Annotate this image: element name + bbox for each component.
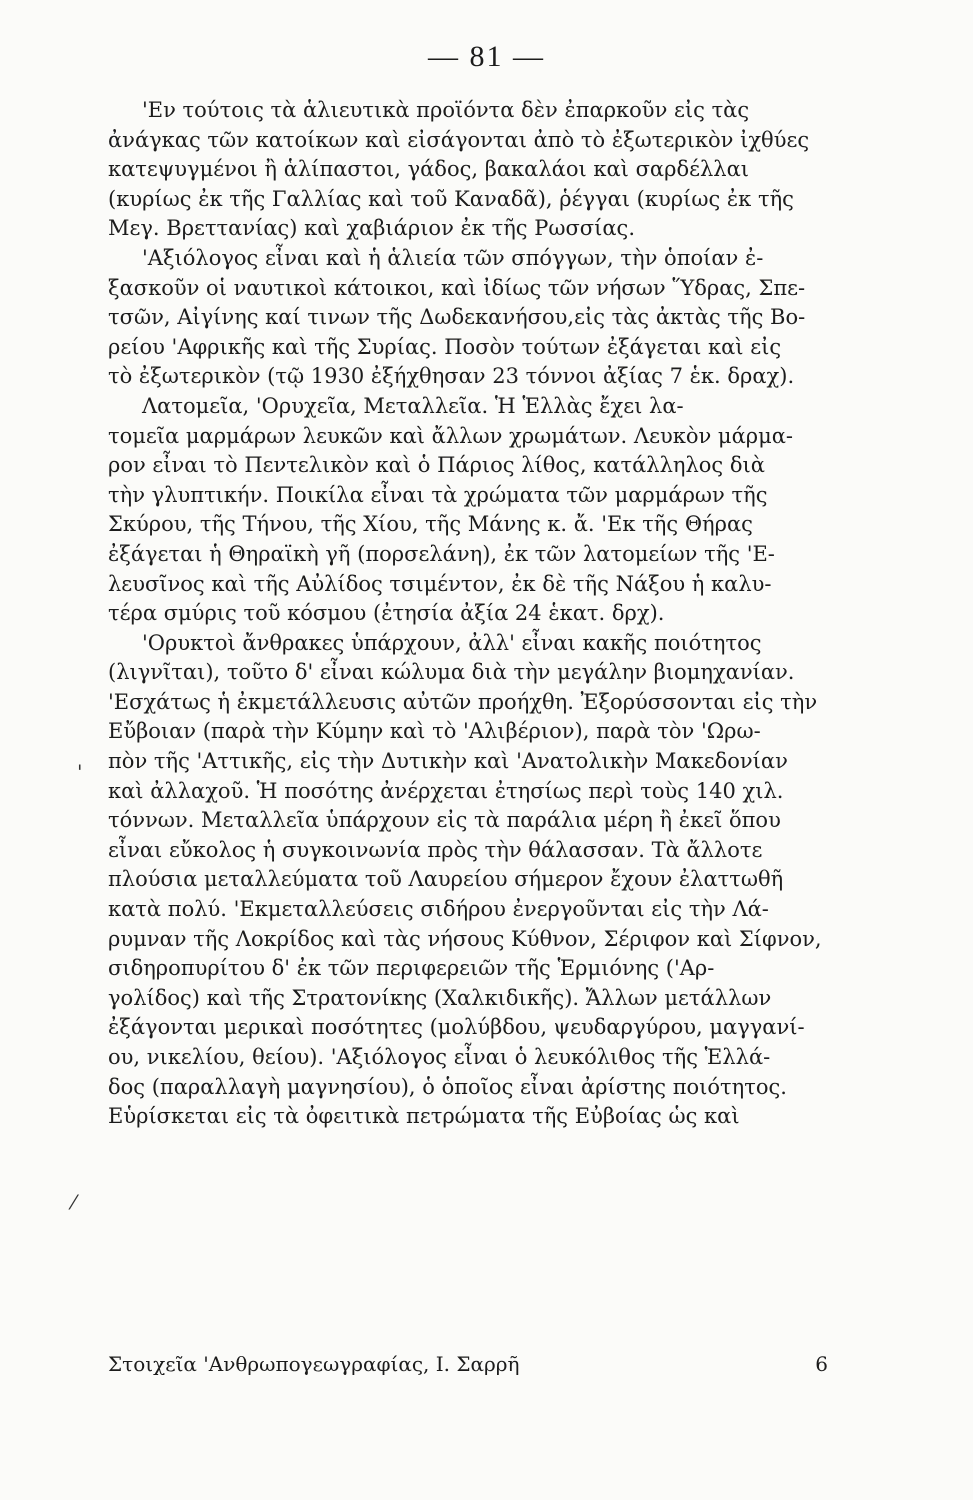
text-line: τομεῖα μαρμάρων λευκῶν καὶ ἄλλων χρωμάτων. Λευκὸν μάρμα- [108,423,794,448]
text-line: πὸν τῆς 'Αττικῆς, εἰς τὴν Δυτικὴν καὶ 'Ανατολικὴν Μακεδονίαν [108,749,788,774]
text-line: τόννων. Μεταλλεῖα ὑπάρχουν εἰς τὰ παράλια μέρη ἢ ἐκεῖ ὅπου [108,808,781,833]
text-line: Μεγ. Βρεττανίας) καὶ χαβιάριον ἐκ τῆς Ρωσσίας. [108,216,635,241]
text-line: ρυμναν τῆς Λοκρίδος καὶ τὰς νήσους Κύθνον, Σέριφον καὶ Σίφνον, [108,926,822,951]
margin-mark: ⁄ [72,1190,76,1214]
text-line: γολίδος) καὶ τῆς Στρατονίκης (Χαλκιδικῆς). Ἄλλων μετάλλων [108,985,772,1010]
text-line: Εὑρίσκεται εἰς τὰ ὀφειτικὰ πετρώματα τῆς Εὐβοίας ὡς καὶ [108,1104,740,1129]
margin-mark: ' [77,760,83,784]
text-line: εἶναι εὔκολος ἡ συγκοινωνία πρὸς τὴν θάλασσαν. Τὰ ἄλλοτε [108,837,763,862]
text-line: ἐξάγεται ἡ Θηραϊκὴ γῆ (πορσελάνη), ἐκ τῶν λατομείων τῆς 'Ε- [108,541,775,566]
text-line: 'Αξιόλογος εἶναι καὶ ἡ ἁλιεία τῶν σπόγγων, τὴν ὁποίαν ἐ- [142,245,764,270]
text-line: ἐξάγονται μερικαὶ ποσότητες (μολύβδου, ψευδαργύρου, μαγγανί- [108,1015,805,1040]
text-line: κατεψυγμένοι ἢ ἁλίπαστοι, γάδος, βακαλάοι καὶ σαρδέλλαι [108,157,750,182]
page-number: — 81 — [428,40,545,73]
text-line: (κυρίως ἐκ τῆς Γαλλίας καὶ τοῦ Καναδᾶ), ῥέγγαι (κυρίως ἐκ τῆς [108,186,794,211]
text-line: Σκύρου, τῆς Τήνου, τῆς Χίου, τῆς Μάνης κ. ἄ. 'Εκ τῆς Θήρας [108,512,753,537]
footer-title: Στοιχεῖα 'Ανθρωπογεωγραφίας, Ι. Σαρρῆ [108,1352,520,1376]
text-line: (λιγνῖται), τοῦτο δ' εἶναι κώλυμα διὰ τὴν μεγάλην βιομηχανίαν. [108,660,795,685]
text-line: τσῶν, Αἰγίνης καί τινων τῆς Δωδεκανήσου,εἰς τὰς ἀκτὰς τῆς Βο- [108,305,806,330]
text-line: ου, νικελίου, θείου). 'Αξιόλογος εἶναι ὁ λευκόλιθος τῆς Ἑλλά- [108,1045,771,1069]
text-line: ξασκοῦν οἱ ναυτικοὶ κάτοικοι, καὶ ἰδίως τῶν νήσων Ὕδρας, Σπε- [108,275,806,300]
text-line: 'Ορυκτοὶ ἄνθρακες ὑπάρχουν, ἀλλ' εἶναι κακῆς ποιότητος [142,630,762,655]
text-line: 'Εσχάτως ἡ ἐκμετάλλευσις αὐτῶν προήχθη. Ἐξορύσσονται εἰς τὴν [108,689,818,714]
text-line: τέρα σμύρις τοῦ κόσμου (ἐτησία ἀξία 24 ἑκατ. δρχ). [108,601,665,626]
text-line: Εὔβοιαν (παρὰ τὴν Κύμην καὶ τὸ 'Αλιβέριον), παρὰ τὸν 'Ωρω- [108,719,761,744]
text-line: τὴν γλυπτικήν. Ποικίλα εἶναι τὰ χρώματα τῶν μαρμάρων τῆς [108,482,768,507]
footer [108,1352,828,1376]
text-line: δος (παραλλαγὴ μαγνησίου), ὁ ὁποῖος εἶναι ἀρίστης ποιότητος. [108,1074,787,1099]
text-line: ρείου 'Αφρικῆς καὶ τῆς Συρίας. Ποσὸν τούτων ἐξάγεται καὶ εἰς [108,334,782,359]
signature-mark: 6 [815,1352,828,1376]
text-line: πλούσια μεταλλεύματα τοῦ Λαυρείου σήμερον ἔχουν ἐλαττωθῆ [108,867,784,892]
text-line: τὸ ἐξωτερικὸν (τῷ 1930 ἐξήχθησαν 23 τόννοι ἀξίας 7 ἑκ. δραχ). [108,364,795,389]
body-text [108,96,868,1132]
text-line: 'Εν τούτοις τὰ ἁλιευτικὰ προϊόντα δὲν ἐπαρκοῦν εἰς τὰς [142,98,750,122]
text-line: κατὰ πολύ. 'Εκμεταλλεύσεις σιδήρου ἐνεργοῦνται εἰς τὴν Λά- [108,897,769,922]
text-line: λευσῖνος καὶ τῆς Αὐλίδος τσιμέντον, ἐκ δὲ τῆς Νάξου ἡ καλυ- [108,571,772,596]
text-line: Λατομεῖα, 'Ορυχεῖα, Μεταλλεῖα. Ἡ Ἑλλὰς ἔχει λα- [142,393,684,418]
text-line: ἀνάγκας τῶν κατοίκων καὶ εἰσάγονται ἀπὸ τὸ ἐξωτερικὸν ἰχθύες [108,127,810,152]
text-line: σιδηροπυρίτου δ' ἐκ τῶν περιφερειῶν τῆς Ἑρμιόνης ('Αρ- [108,956,715,981]
text-line: ρον εἶναι τὸ Πεντελικὸν καὶ ὁ Πάριος λίθος, κατάλληλος διὰ [108,453,765,478]
text-line: καὶ ἀλλαχοῦ. Ἡ ποσότης ἀνέρχεται ἐτησίως περὶ τοὺς 140 χιλ. [108,778,784,803]
